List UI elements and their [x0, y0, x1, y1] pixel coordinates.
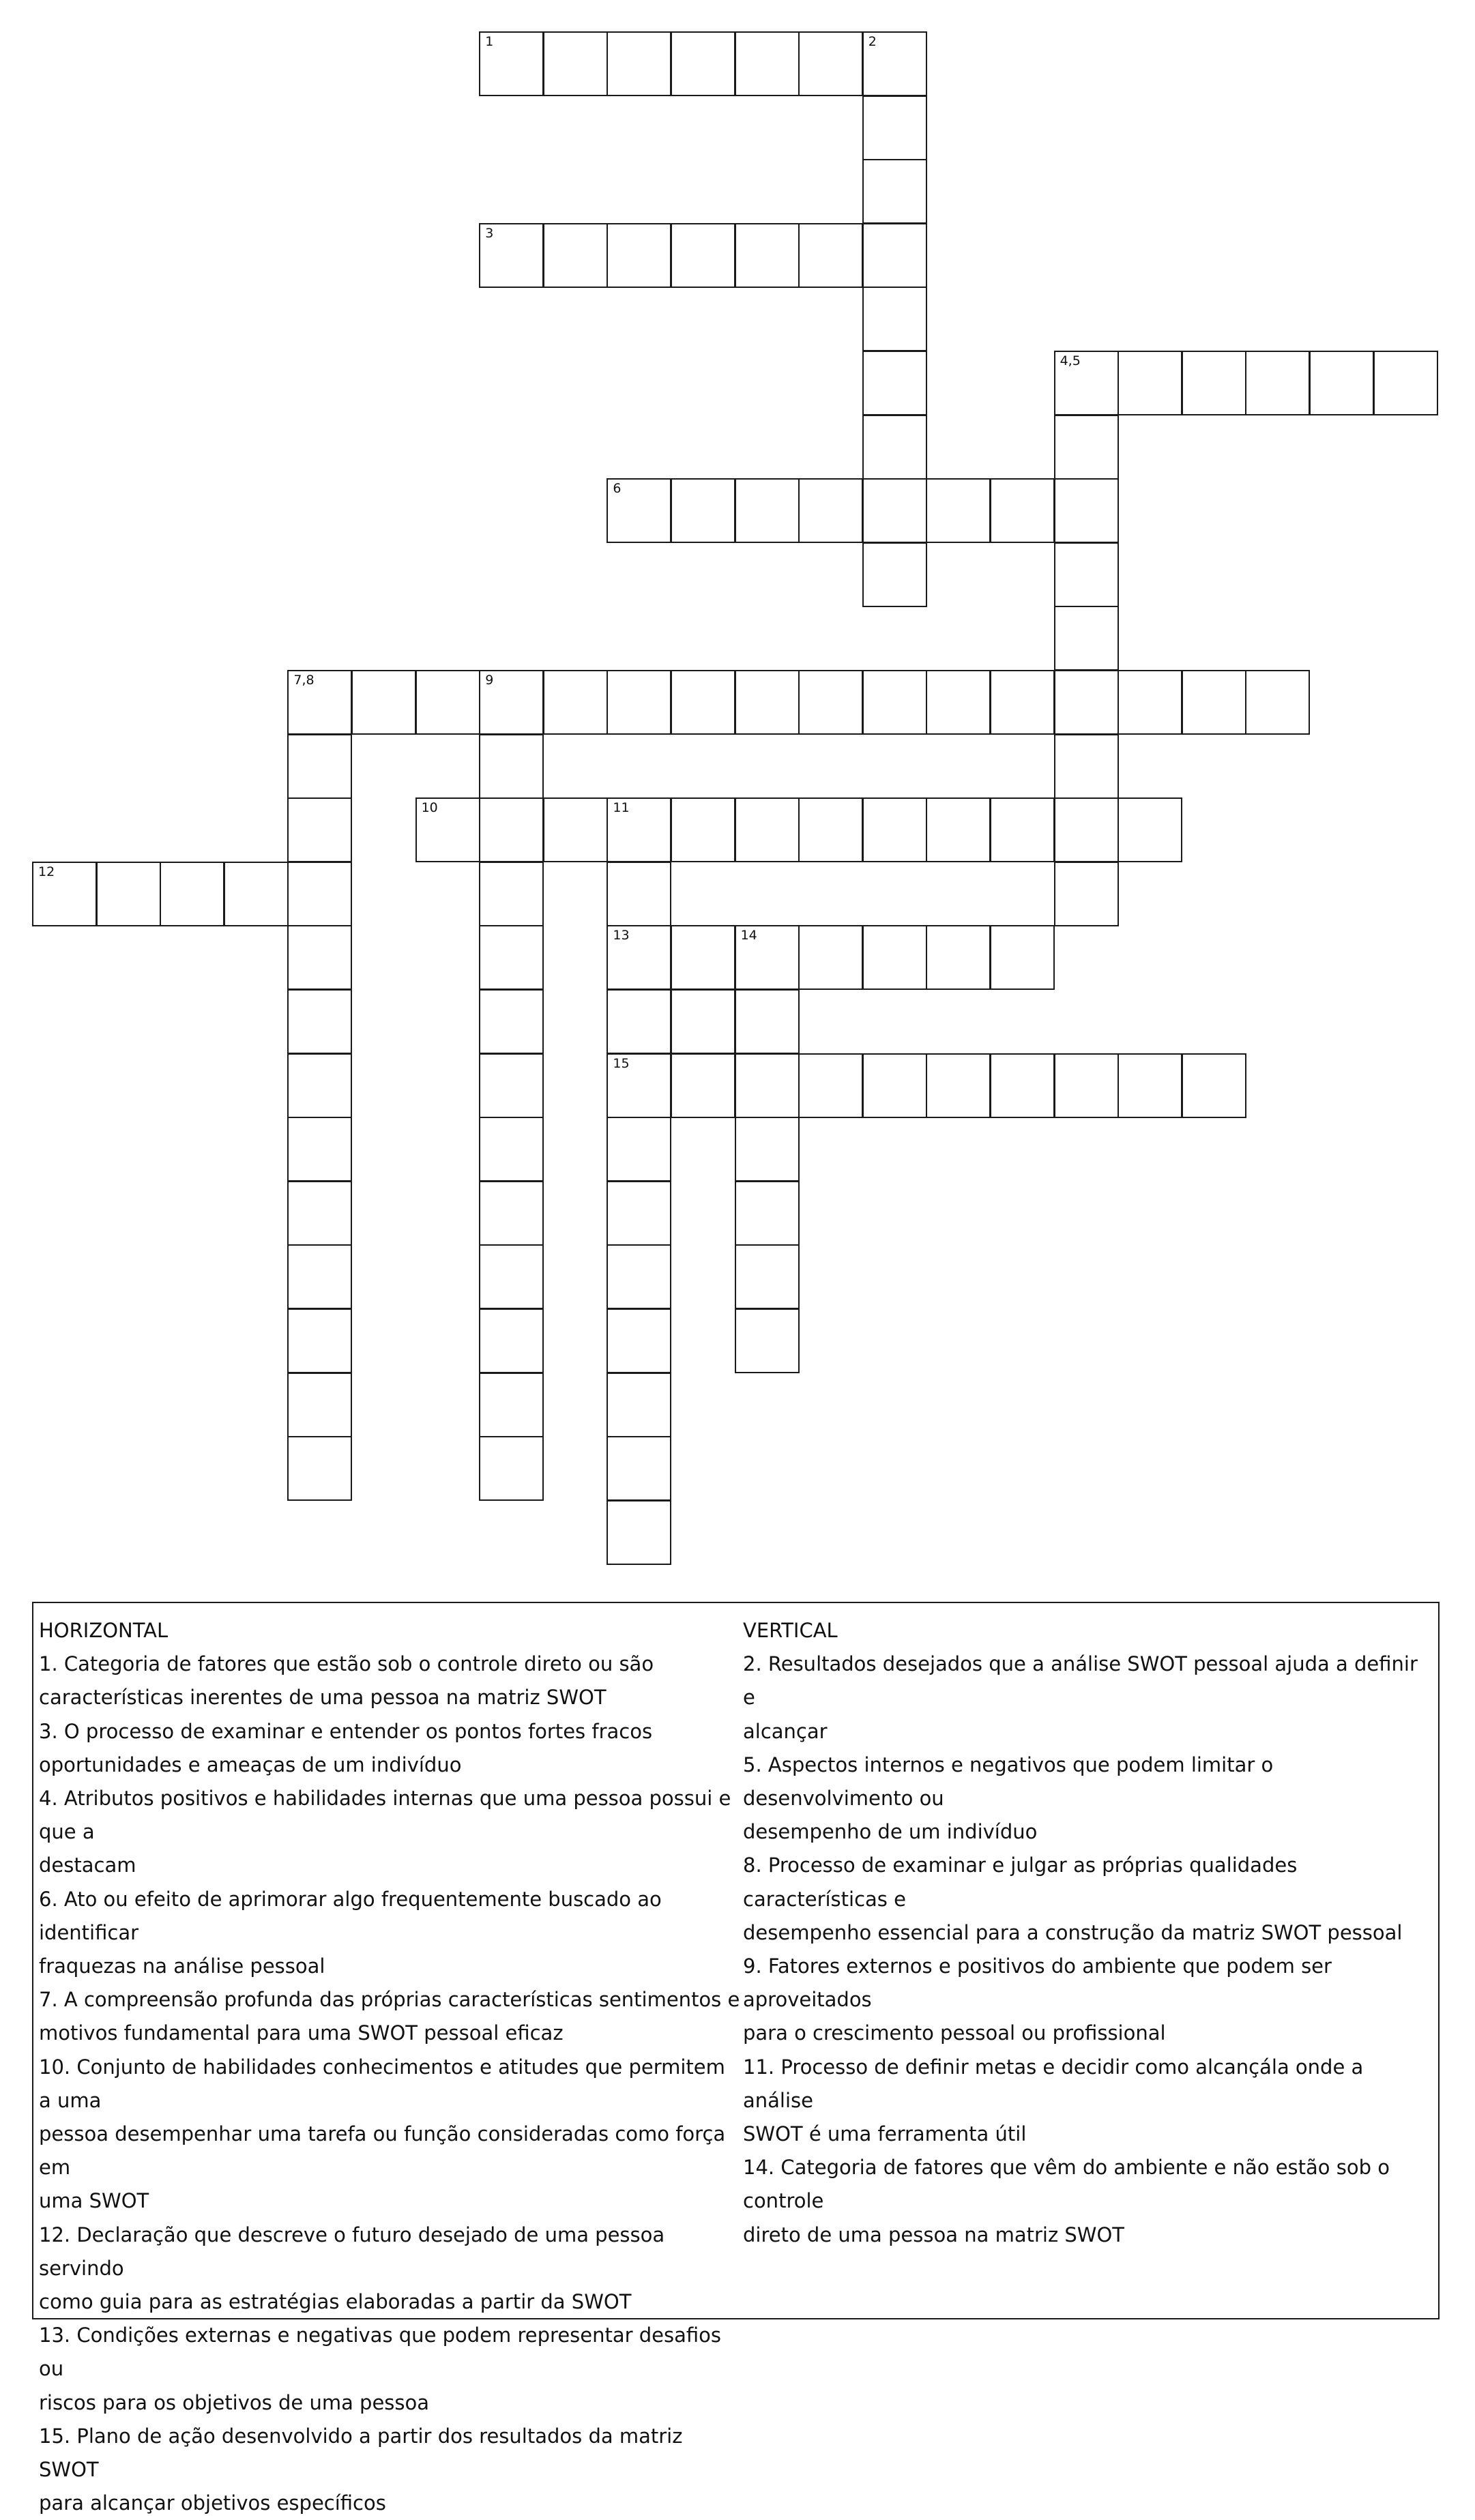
- clue-line: pessoa desempenhar uma tarefa ou função consideradas como força em: [39, 2122, 726, 2180]
- grid-cell[interactable]: [479, 1117, 544, 1182]
- grid-cell[interactable]: [798, 31, 863, 96]
- grid-cell[interactable]: [607, 1117, 671, 1182]
- grid-cell[interactable]: [862, 797, 927, 862]
- grid-cell[interactable]: [798, 478, 863, 543]
- grid-cell[interactable]: [1054, 1053, 1119, 1118]
- clue-number: 14: [740, 928, 757, 943]
- grid-cell[interactable]: [479, 1181, 544, 1246]
- clue-line: 11. Processo de definir metas e decidir como alcançála onde a análise: [743, 2055, 1364, 2112]
- grid-cell[interactable]: [479, 925, 544, 990]
- clue-number: 10: [421, 800, 438, 816]
- clue-line: 2. Resultados desejados que a análise SWOT pessoal ajuda a definir e: [743, 1652, 1418, 1710]
- grid-cell[interactable]: [224, 862, 289, 926]
- grid-cell-numbered[interactable]: [1054, 351, 1119, 415]
- grid-cell[interactable]: [479, 1308, 544, 1373]
- clue-line: desempenho de um indivíduo: [743, 1820, 1038, 1844]
- grid-cell[interactable]: [607, 670, 671, 735]
- clue-line: para o crescimento pessoal ou profissional: [743, 2021, 1166, 2045]
- grid-cell[interactable]: [1054, 606, 1119, 671]
- clue-number: 4,5: [1060, 353, 1081, 368]
- grid-cell[interactable]: [671, 925, 735, 990]
- grid-cell[interactable]: [862, 159, 927, 224]
- grid-cell[interactable]: [798, 223, 863, 288]
- grid-cell[interactable]: [287, 862, 352, 926]
- grid-cell[interactable]: [990, 797, 1055, 862]
- grid-cell[interactable]: [287, 1117, 352, 1182]
- clue-line: motivos fundamental para uma SWOT pessoal eficaz: [39, 2021, 564, 2045]
- grid-cell[interactable]: [990, 925, 1055, 990]
- grid-cell[interactable]: [671, 797, 735, 862]
- grid-cell[interactable]: [1054, 862, 1119, 926]
- grid-cell[interactable]: [287, 925, 352, 990]
- clue-number: 2: [868, 34, 877, 49]
- clue-line: 10. Conjunto de habilidades conhecimentos e atitudes que permitem a uma: [39, 2055, 725, 2112]
- clue-line: 3. O processo de examinar e entender os pontos fortes fracos: [39, 1719, 653, 1743]
- clue-line: 7. A compreensão profunda das próprias características sentimentos e: [39, 1988, 740, 2012]
- grid-cell[interactable]: [735, 31, 800, 96]
- grid-cell[interactable]: [735, 670, 800, 735]
- grid-cell-numbered[interactable]: [607, 478, 671, 543]
- grid-cell[interactable]: [735, 223, 800, 288]
- clues-box: [32, 1602, 1440, 2515]
- grid-cell[interactable]: [862, 925, 927, 990]
- clue-line: SWOT é uma ferramenta útil: [743, 2122, 1027, 2146]
- clue-line: para alcançar objetivos específicos: [39, 2491, 386, 2515]
- clue-line: 1. Categoria de fatores que estão sob o controle direto ou são: [39, 1652, 654, 1676]
- grid-cell[interactable]: [735, 1053, 800, 1118]
- grid-cell[interactable]: [862, 351, 927, 415]
- grid-cell[interactable]: [1118, 797, 1182, 862]
- grid-cell[interactable]: [543, 797, 608, 862]
- vertical-clues: [743, 1614, 1425, 2252]
- grid-cell[interactable]: [926, 925, 991, 990]
- grid-cell[interactable]: [1054, 415, 1119, 480]
- grid-cell[interactable]: [862, 670, 927, 735]
- clue-line: 9. Fatores externos e positivos do ambiente que podem ser aproveitados: [743, 1954, 1332, 2012]
- grid-cell[interactable]: [479, 797, 544, 862]
- grid-cell-numbered[interactable]: [415, 797, 480, 862]
- grid-cell[interactable]: [479, 1053, 544, 1118]
- grid-cell[interactable]: [1182, 351, 1246, 415]
- clue-number: 7,8: [293, 673, 315, 688]
- grid-cell[interactable]: [1309, 351, 1374, 415]
- clue-line: direto de uma pessoa na matriz SWOT: [743, 2223, 1125, 2246]
- grid-cell-numbered[interactable]: [735, 925, 800, 990]
- clue-number: 3: [485, 225, 494, 241]
- clue-line: fraquezas na análise pessoal: [39, 1954, 325, 1978]
- grid-cell[interactable]: [287, 1436, 352, 1501]
- grid-cell[interactable]: [735, 797, 800, 862]
- grid-cell[interactable]: [798, 670, 863, 735]
- grid-cell[interactable]: [862, 478, 927, 543]
- clue-line: 13. Condições externas e negativas que podem representar desafios ou: [39, 2324, 722, 2381]
- grid-cell[interactable]: [862, 1053, 927, 1118]
- grid-cell[interactable]: [1182, 1053, 1246, 1118]
- grid-cell[interactable]: [1245, 670, 1310, 735]
- grid-cell[interactable]: [671, 223, 735, 288]
- grid-cell[interactable]: [543, 31, 608, 96]
- clue-number: 13: [613, 928, 630, 943]
- grid-cell[interactable]: [735, 1244, 800, 1309]
- clue-line: destacam: [39, 1854, 136, 1877]
- grid-cell[interactable]: [607, 1244, 671, 1309]
- grid-cell[interactable]: [990, 670, 1055, 735]
- clue-line: como guia para as estratégias elaboradas a partir da SWOT: [39, 2290, 632, 2314]
- grid-cell[interactable]: [735, 1308, 800, 1373]
- grid-cell[interactable]: [287, 1308, 352, 1373]
- clue-line: uma SWOT: [39, 2189, 149, 2213]
- grid-cell[interactable]: [1373, 351, 1438, 415]
- clues-heading: HORIZONTAL: [39, 1619, 169, 1642]
- grid-cell[interactable]: [735, 1117, 800, 1182]
- grid-cell[interactable]: [479, 989, 544, 1054]
- grid-cell-numbered[interactable]: [479, 670, 544, 735]
- clue-line: características inerentes de uma pessoa na matriz SWOT: [39, 1686, 607, 1710]
- grid-cell[interactable]: [735, 989, 800, 1054]
- grid-cell[interactable]: [735, 478, 800, 543]
- grid-cell[interactable]: [287, 1373, 352, 1437]
- grid-cell[interactable]: [798, 797, 863, 862]
- grid-cell[interactable]: [798, 925, 863, 990]
- grid-cell[interactable]: [543, 223, 608, 288]
- grid-cell[interactable]: [798, 1053, 863, 1118]
- clue-line: 12. Declaração que descreve o futuro desejado de uma pessoa servindo: [39, 2223, 665, 2280]
- grid-cell[interactable]: [479, 1436, 544, 1501]
- grid-cell[interactable]: [926, 1053, 991, 1118]
- grid-cell-numbered[interactable]: [862, 31, 927, 96]
- grid-cell[interactable]: [926, 478, 991, 543]
- grid-cell[interactable]: [862, 542, 927, 607]
- grid-cell[interactable]: [287, 1053, 352, 1118]
- clue-number: 6: [613, 481, 622, 497]
- grid-cell[interactable]: [479, 1373, 544, 1437]
- clue-line: 5. Aspectos internos e negativos que podem limitar o desenvolvimento ou: [743, 1753, 1274, 1811]
- grid-cell[interactable]: [1118, 670, 1182, 735]
- grid-cell[interactable]: [160, 862, 224, 926]
- grid-cell[interactable]: [1054, 670, 1119, 735]
- grid-cell[interactable]: [607, 1500, 671, 1565]
- grid-cell[interactable]: [1054, 542, 1119, 607]
- grid-cell[interactable]: [735, 1181, 800, 1246]
- grid-cell[interactable]: [607, 1373, 671, 1437]
- grid-cell[interactable]: [1054, 797, 1119, 862]
- grid-cell[interactable]: [479, 1244, 544, 1309]
- grid-cell[interactable]: [1054, 478, 1119, 543]
- clue-line: oportunidades e ameaças de um indivíduo: [39, 1753, 462, 1776]
- clues-heading: VERTICAL: [743, 1619, 838, 1642]
- grid-cell-numbered[interactable]: [607, 1053, 671, 1118]
- grid-cell[interactable]: [287, 1244, 352, 1309]
- grid-cell[interactable]: [1245, 351, 1310, 415]
- grid-cell[interactable]: [607, 1181, 671, 1246]
- grid-cell[interactable]: [671, 31, 735, 96]
- grid-cell[interactable]: [607, 989, 671, 1054]
- clue-number: 11: [613, 800, 630, 816]
- grid-cell[interactable]: [990, 1053, 1055, 1118]
- grid-cell-numbered[interactable]: [479, 31, 544, 96]
- grid-cell[interactable]: [287, 989, 352, 1054]
- grid-cell[interactable]: [607, 223, 671, 288]
- grid-cell[interactable]: [543, 670, 608, 735]
- grid-cell[interactable]: [926, 670, 991, 735]
- grid-cell[interactable]: [1182, 670, 1246, 735]
- grid-cell[interactable]: [287, 1181, 352, 1246]
- clue-number: 12: [38, 864, 55, 879]
- grid-cell[interactable]: [671, 478, 735, 543]
- grid-cell[interactable]: [287, 734, 352, 799]
- clue-line: 14. Categoria de fatores que vêm do ambiente e não estão sob o controle: [743, 2156, 1390, 2213]
- clue-line: alcançar: [743, 1719, 828, 1743]
- grid-cell[interactable]: [862, 287, 927, 351]
- grid-cell[interactable]: [1054, 734, 1119, 799]
- grid-cell[interactable]: [671, 989, 735, 1054]
- grid-cell[interactable]: [607, 1436, 671, 1501]
- grid-cell[interactable]: [990, 478, 1055, 543]
- clue-line: desempenho essencial para a construção da matriz SWOT pessoal: [743, 1920, 1403, 1944]
- grid-cell-numbered[interactable]: [287, 670, 352, 735]
- grid-cell-numbered[interactable]: [32, 862, 97, 926]
- clue-number: 9: [485, 673, 494, 688]
- clue-line: 4. Atributos positivos e habilidades internas que uma pessoa possui e que a: [39, 1787, 731, 1844]
- grid-cell[interactable]: [926, 797, 991, 862]
- grid-cell[interactable]: [415, 670, 480, 735]
- grid-cell[interactable]: [287, 797, 352, 862]
- grid-cell[interactable]: [671, 670, 735, 735]
- grid-cell[interactable]: [607, 862, 671, 926]
- clue-line: 15. Plano de ação desenvolvido a partir dos resultados da matriz SWOT: [39, 2424, 683, 2482]
- grid-cell[interactable]: [607, 31, 671, 96]
- grid-cell[interactable]: [862, 96, 927, 160]
- clue-number: 1: [485, 34, 494, 49]
- clue-line: 6. Ato ou efeito de aprimorar algo frequentemente buscado ao identificar: [39, 1887, 662, 1944]
- grid-cell[interactable]: [479, 862, 544, 926]
- grid-cell[interactable]: [607, 1308, 671, 1373]
- grid-cell-numbered[interactable]: [607, 925, 671, 990]
- clue-line: 8. Processo de examinar e julgar as próprias qualidades características e: [743, 1854, 1298, 1911]
- grid-cell-numbered[interactable]: [479, 223, 544, 288]
- grid-cell[interactable]: [351, 670, 416, 735]
- grid-cell[interactable]: [1118, 1053, 1182, 1118]
- grid-cell[interactable]: [96, 862, 161, 926]
- grid-cell[interactable]: [862, 223, 927, 288]
- grid-cell[interactable]: [862, 415, 927, 480]
- horizontal-clues: [39, 1614, 742, 2520]
- grid-cell[interactable]: [671, 1053, 735, 1118]
- clue-line: riscos para os objetivos de uma pessoa: [39, 2390, 430, 2414]
- grid-cell[interactable]: [1118, 351, 1182, 415]
- grid-cell-numbered[interactable]: [607, 797, 671, 862]
- clue-number: 15: [613, 1055, 630, 1071]
- grid-cell[interactable]: [479, 734, 544, 799]
